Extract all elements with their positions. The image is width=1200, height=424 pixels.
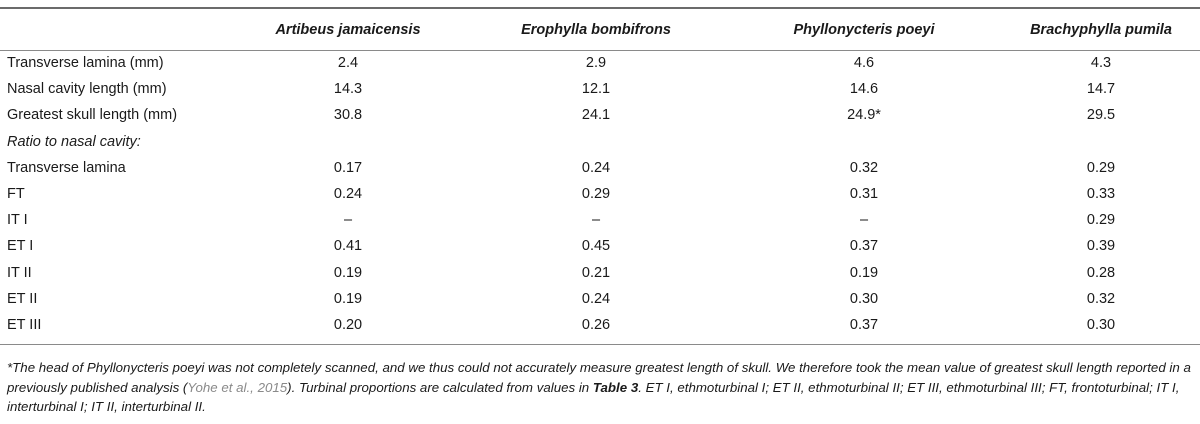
table-cell: 30.8 (333, 107, 363, 124)
row-label: IT II (7, 264, 32, 281)
table-cell: 0.45 (581, 238, 611, 255)
row-label: Greatest skull length (mm) (7, 107, 178, 124)
table-cell: 29.5 (1086, 107, 1116, 124)
table-cell: 0.26 (581, 316, 611, 333)
column-header-artibeus-jamaicensis: Artibeus jamaicensis (275, 21, 421, 38)
column-header-label (0, 9, 230, 50)
table-cell: – (343, 212, 353, 229)
table-cell: 24.1 (581, 107, 611, 124)
table-cell: 14.6 (849, 81, 879, 98)
table-cell: 24.9* (847, 107, 881, 124)
row-label: ET II (7, 290, 38, 307)
column-header-erophylla-bombifrons: Erophylla bombifrons (521, 21, 671, 38)
table-cell: 0.19 (333, 290, 363, 307)
table-cell: 0.37 (849, 316, 879, 333)
table-cell: – (591, 212, 601, 229)
table-cell: 0.33 (1086, 186, 1116, 203)
table-cell: 0.24 (581, 290, 611, 307)
footnote-text: ). Turbinal proportions are calculated from values in (287, 379, 593, 395)
table-cell (230, 129, 466, 155)
row-label: IT I (7, 212, 28, 229)
bottom-rule (0, 344, 1200, 345)
data-table (0, 9, 1200, 338)
table-cell: 0.30 (849, 290, 879, 307)
row-label: Transverse lamina (mm) (7, 55, 164, 72)
table-cell: 12.1 (581, 81, 611, 98)
row-label: Transverse lamina (7, 159, 126, 176)
table-cell: 4.3 (1090, 55, 1112, 72)
table-cell: 0.20 (333, 316, 363, 333)
table-cell: 0.31 (849, 186, 879, 203)
table-cell: 0.32 (849, 159, 879, 176)
table-reference-link[interactable]: Table 3 (592, 379, 639, 395)
table-cell: 14.3 (333, 81, 363, 98)
header-row (0, 9, 1200, 50)
table-cell: 0.19 (333, 264, 363, 281)
table-cell: 14.7 (1086, 81, 1116, 98)
table-cell: 0.37 (849, 238, 879, 255)
table-cell: 0.29 (581, 186, 611, 203)
table-cell: 4.6 (853, 55, 875, 72)
footnote-text: *The head of Phyllonycteris poeyi was not completely scanned, and we thus could not accurately measure greatest length of skull. We therefore took the mean value of greatest skull length reported in a previously published analysis ( (7, 360, 1191, 395)
table-cell: 0.29 (1086, 159, 1116, 176)
table-row (0, 102, 1200, 128)
table-cell: 0.24 (333, 186, 363, 203)
table-cell: 0.28 (1086, 264, 1116, 281)
table-cell: 0.41 (333, 238, 363, 255)
table-cell: – (859, 212, 869, 229)
table-cell (1002, 129, 1200, 155)
table-row (0, 76, 1200, 102)
table-cell: 0.39 (1086, 238, 1116, 255)
table-cell: 0.29 (1086, 212, 1116, 229)
table-cell: 0.30 (1086, 316, 1116, 333)
table-cell: 0.32 (1086, 290, 1116, 307)
table-row (0, 129, 1200, 155)
table-row (0, 50, 1200, 76)
table-cell: 0.21 (581, 264, 611, 281)
table-cell: 0.17 (333, 159, 363, 176)
table-footnote (7, 358, 1195, 417)
table-row (0, 233, 1200, 259)
footnote-text: . ET I, ethmoturbinal I; ET II, ethmoturbinal II; ET III, ethmoturbinal III; FT, frontoturbinal; IT I, interturbinal I; IT II, interturbinal II. (7, 379, 1180, 414)
table-row (0, 312, 1200, 338)
citation-link[interactable]: Yohe et al., 2015 (187, 379, 288, 395)
table-row (0, 181, 1200, 207)
table-cell (726, 129, 1002, 155)
table-cell: 0.24 (581, 159, 611, 176)
row-label: ET I (7, 238, 34, 255)
column-header-phyllonycteris-poeyi: Phyllonycteris poeyi (793, 21, 935, 38)
row-label: ET III (7, 316, 42, 333)
table-cell: 2.4 (337, 55, 359, 72)
table-cell: 0.19 (849, 264, 879, 281)
table-row (0, 260, 1200, 286)
section-label: Ratio to nasal cavity: (7, 133, 141, 150)
row-label: Nasal cavity length (mm) (7, 81, 167, 98)
table-cell: 2.9 (585, 55, 607, 72)
table-row (0, 286, 1200, 312)
table-cell (466, 129, 726, 155)
table-row (0, 207, 1200, 233)
table-row (0, 155, 1200, 181)
column-header-brachyphylla-pumila: Brachyphylla pumila (1030, 21, 1172, 38)
row-label: FT (7, 186, 25, 203)
